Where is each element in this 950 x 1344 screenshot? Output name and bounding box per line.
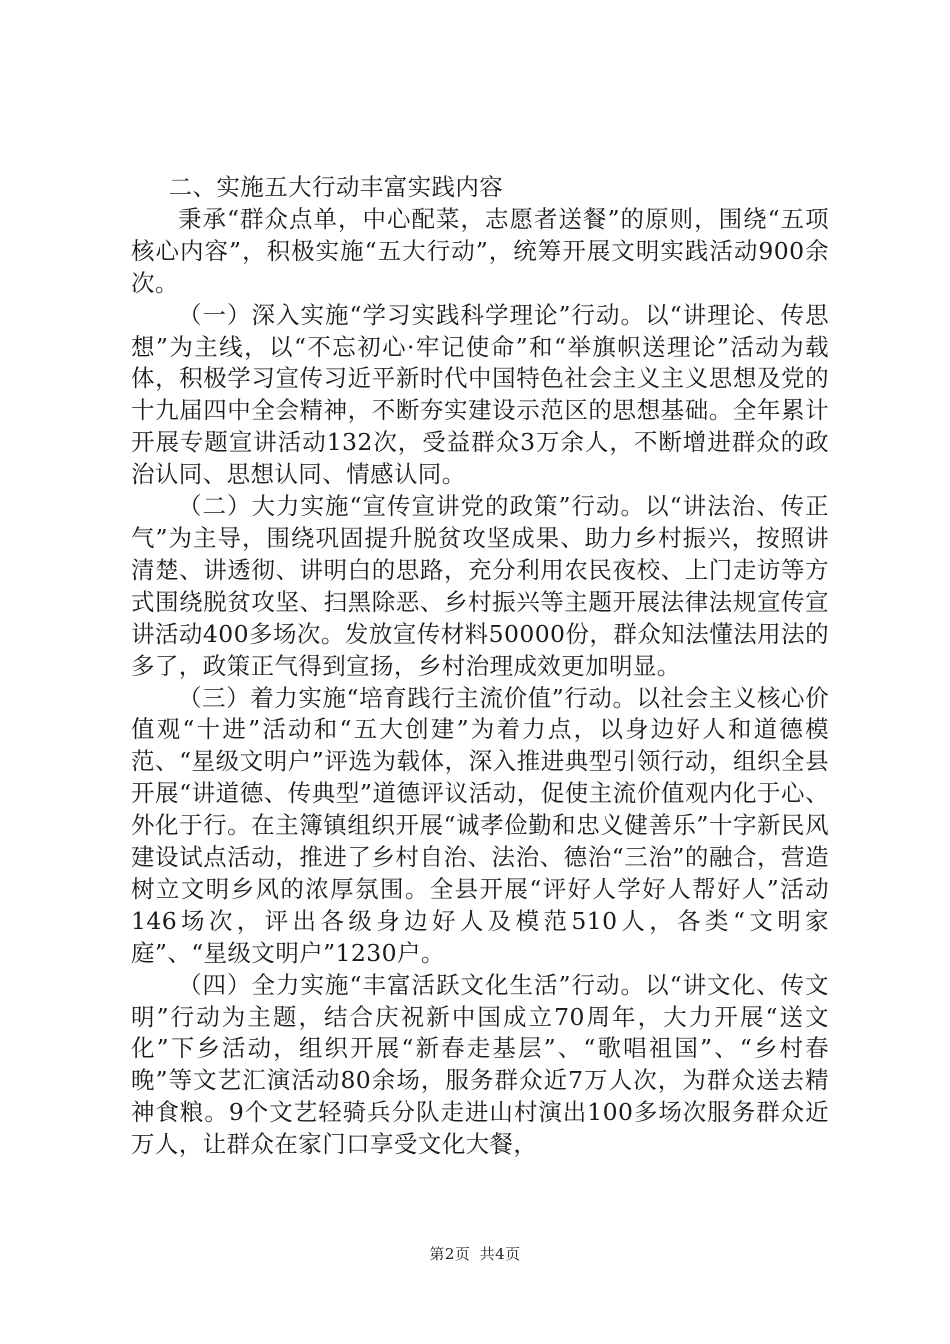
paragraph-action-3: （三）着力实施“培育践行主流价值”行动。以社会主义核心价值观“十进”活动和“五大创建”为着力点，以身边好人和道德模范、“星级文明户”评选为载体，深入推进典型引领行动，组织全县开展“讲道德、传典型”道德评议活动，促使主流价值观内化于心、外化于行。在主簿镇组织开展“诚孝俭勤和忠义健善乐”十字新民风建设试点活动，推进了乡村自治、法治、德治“三治”的融合，营造树立文明乡风的浓厚氛围。全县开展“评好人学好人帮好人”活动146场次，评出各级身边好人及模范510人，各类“文明家庭”、“星级文明户”1230户。 bbox=[131, 683, 829, 967]
paragraph-action-4: （四）全力实施“丰富活跃文化生活”行动。以“讲文化、传文明”行动为主题，结合庆祝新中国成立70周年，大力开展“送文化”下乡活动，组织开展“新春走基层”、“歌唱祖国”、“乡村春晚”等文艺汇演活动80余场，服务群众近7万人次，为群众送去精神食粮。9个文艺轻骑兵分队走进山村演出100多场次服务群众近万人，让群众在家门口享受文化大餐， bbox=[131, 970, 829, 1159]
paragraph-action-1: （一）深入实施“学习实践科学理论”行动。以“讲理论、传思想”为主线，以“不忘初心·牢记使命”和“举旗帜送理论”活动为载体，积极学习宣传习近平新时代中国特色社会主义主义思想及党的十九届四中全会精神，不断夯实建设示范区的思想基础。全年累计开展专题宣讲活动132次，受益群众3万余人，不断增进群众的政治认同、思想认同、情感认同。 bbox=[131, 300, 829, 489]
paragraph-action-2: （二）大力实施“宣传宣讲党的政策”行动。以“讲法治、传正气”为主导，围绕巩固提升脱贫攻坚成果、助力乡村振兴，按照讲清楚、讲透彻、讲明白的思路，充分利用农民夜校、上门走访等方式围绕脱贫攻坚、扫黑除恶、乡村振兴等主题开展法律法规宣传宣讲活动400多场次。发放宣传材料50000份，群众知法懂法用法的多了，政策正气得到宣扬，乡村治理成效更加明显。 bbox=[131, 492, 829, 680]
document-body bbox=[131, 172, 829, 1161]
section-heading: 二、实施五大行动丰富实践内容 bbox=[168, 173, 504, 201]
page-footer bbox=[0, 1243, 950, 1264]
paragraph-intro: 秉承“群众点单，中心配菜，志愿者送餐”的原则，围绕“五项核心内容”，积极实施“五大行动”，统筹开展文明实践活动900余次。 bbox=[131, 204, 829, 297]
page-number: 第2页 bbox=[429, 1245, 471, 1263]
page-total: 共4页 bbox=[479, 1245, 521, 1263]
